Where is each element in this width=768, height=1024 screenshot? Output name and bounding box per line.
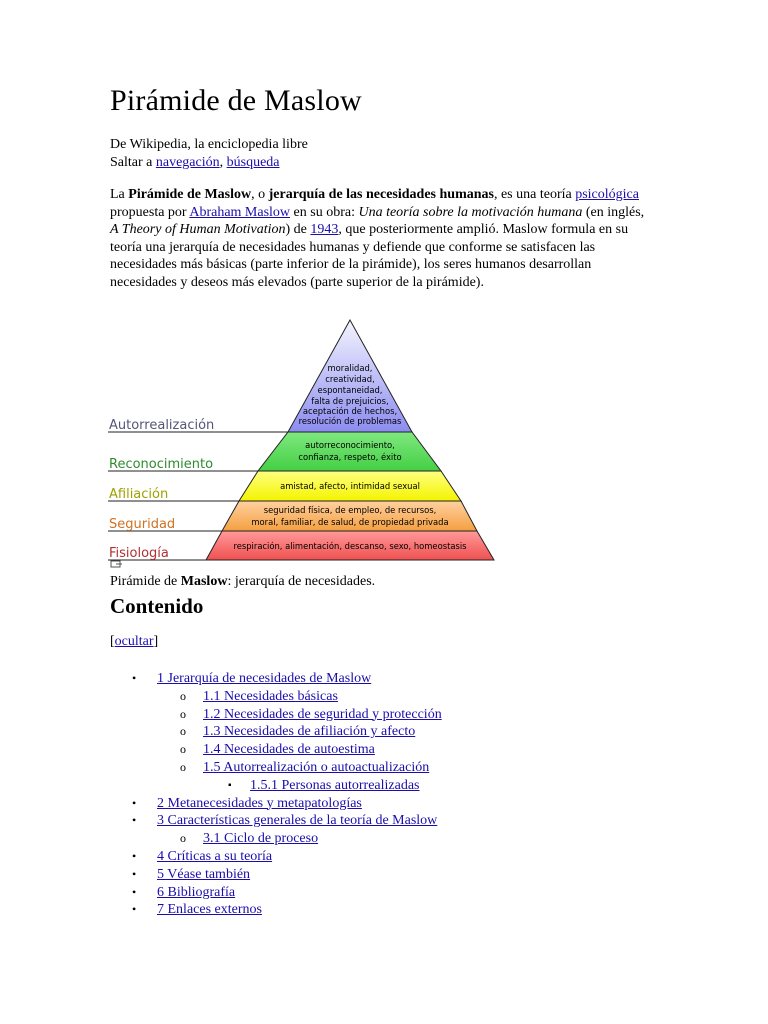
toc-link[interactable]: 1.2 Necesidades de seguridad y protección — [203, 706, 442, 722]
intro-text: (en inglés, — [582, 204, 645, 220]
toc-item — [110, 848, 442, 866]
tier-text: moralidad, — [327, 363, 373, 373]
jump-line — [110, 154, 308, 172]
tier-text: espontaneidad, — [317, 385, 383, 395]
year-link[interactable]: 1943 — [310, 222, 339, 238]
tier-text: moral, familiar, de salud, de propiedad privada — [251, 517, 449, 527]
toc-item — [110, 723, 442, 741]
bullet-marker: • — [132, 884, 137, 899]
psychology-link[interactable]: psicológica — [575, 187, 639, 202]
caption-text: : jerarquía de necesidades. — [227, 574, 376, 589]
bullet-marker: o — [180, 742, 186, 757]
toc-item — [110, 901, 442, 919]
toc-item — [110, 741, 442, 759]
toc-link[interactable]: 1.1 Necesidades básicas — [203, 688, 338, 704]
level-label-reconocimiento: Reconocimiento — [109, 457, 214, 472]
caption-text: Pirámide de — [110, 574, 181, 589]
tier-text: respiración, alimentación, descanso, sexo, homeostasis — [233, 541, 467, 551]
toc-item — [110, 795, 442, 813]
toc-link[interactable]: 4 Críticas a su teoría — [157, 848, 273, 864]
toc-link[interactable]: 7 Enlaces externos — [157, 902, 262, 918]
intro-text: ) de — [285, 222, 311, 238]
tier-text: confianza, respeto, éxito — [298, 452, 402, 462]
bullet-marker: • — [132, 813, 137, 828]
enlarge-icon[interactable] — [111, 561, 122, 567]
toc-link[interactable]: 5 Véase también — [157, 866, 251, 882]
toc-link[interactable]: 1.4 Necesidades de autoestima — [203, 742, 375, 758]
search-link[interactable]: búsqueda — [226, 154, 280, 170]
bullet-marker: o — [180, 706, 186, 721]
bullet-marker: o — [180, 759, 186, 774]
bullet-marker: • — [132, 866, 137, 881]
maslow-pyramid — [108, 318, 498, 570]
toc-list — [110, 670, 442, 919]
tier-text: amistad, afecto, intimidad sexual — [280, 481, 420, 491]
intro-bold-title: Pirámide de Maslow — [128, 187, 252, 202]
bullet-marker: o — [180, 724, 186, 739]
level-label-fisiologia: Fisiología — [109, 546, 169, 561]
tier-text: aceptación de hechos, — [302, 406, 398, 416]
navigation-link[interactable]: navegación — [155, 154, 220, 170]
toc-link[interactable]: 3.1 Ciclo de proceso — [203, 831, 319, 847]
tier-text: resolución de problemas — [298, 416, 402, 426]
level-label-afiliacion: Afiliación — [109, 487, 169, 502]
toc-item — [110, 830, 442, 848]
toc-item — [110, 688, 442, 706]
work-title-en: A Theory of Human Motivation — [110, 222, 286, 238]
toc-item — [110, 884, 442, 902]
bullet-marker: • — [132, 795, 137, 810]
intro-text: en su obra: — [290, 204, 359, 220]
bullet-marker: • — [132, 671, 137, 685]
subtitle — [110, 136, 308, 171]
bullet-marker: o — [180, 688, 186, 703]
toc-item — [110, 812, 442, 830]
tier-text: falta de prejuicios, — [311, 396, 389, 406]
caption-bold: Maslow — [180, 574, 228, 589]
toc-link[interactable]: 2 Metanecesidades y metapatologías — [157, 795, 362, 811]
jump-prefix: Saltar a — [110, 154, 156, 170]
intro-bold-alt: jerarquía de las necesidades humanas — [268, 187, 494, 202]
level-label-seguridad: Seguridad — [109, 517, 176, 532]
level-label-autorrealizacion: Autorrealización — [109, 418, 215, 433]
toc-item — [110, 670, 442, 688]
table-of-contents — [110, 670, 442, 919]
toc-link[interactable]: 1.3 Necesidades de afiliación y afecto — [203, 724, 416, 740]
bracket: [ — [110, 634, 115, 649]
maslow-link[interactable]: Abraham Maslow — [189, 204, 291, 220]
intro-paragraph — [110, 186, 650, 292]
intro-text: , que posteriormente amplió. Maslow formula en su teoría una jerarquía de necesidades humanas y defiende que conforme se satisfacen las necesidades más básicas (parte inferior de la pirámide), los seres humanos desarrollan necesidades y deseos más elevados (parte superior de la pirámide). — [110, 222, 629, 290]
tier-text: autorreconocimiento, — [305, 440, 395, 450]
toc-link[interactable]: 1 Jerarquía de necesidades de Maslow — [157, 671, 372, 686]
toc-link[interactable]: 1.5.1 Personas autorrealizadas — [250, 777, 420, 793]
tier-text: seguridad física, de empleo, de recursos, — [263, 505, 437, 515]
toc-item — [110, 759, 442, 777]
intro-text: , o — [251, 187, 269, 202]
figure-caption — [110, 574, 375, 590]
toc-link[interactable]: 1.5 Autorrealización o autoactualización — [203, 759, 430, 775]
toc-link[interactable]: 6 Bibliografía — [157, 884, 236, 900]
bullet-marker: • — [132, 902, 137, 917]
toc-toggle — [110, 634, 158, 650]
toc-item — [110, 866, 442, 884]
bullet-marker: ▪ — [228, 779, 232, 791]
toc-item — [110, 777, 442, 795]
page-title: Pirámide de Maslow — [110, 84, 362, 117]
hide-toc-link[interactable]: ocultar — [114, 634, 154, 649]
contents-heading: Contenido — [110, 594, 204, 618]
bracket: ] — [153, 634, 159, 649]
toc-item — [110, 706, 442, 724]
source-line: De Wikipedia, la enciclopedia libre — [110, 137, 308, 152]
intro-text: La — [110, 187, 129, 202]
bullet-marker: • — [132, 848, 137, 863]
jump-separator: , — [219, 154, 227, 170]
toc-link[interactable]: 3 Características generales de la teoría de Maslow — [157, 813, 438, 829]
tier-text: creatividad, — [325, 374, 375, 384]
work-title-es: Una teoría sobre la motivación humana — [358, 204, 583, 220]
bullet-marker: o — [180, 831, 186, 846]
intro-text: , es una teoría — [493, 187, 576, 202]
intro-text: propuesta por — [110, 204, 190, 220]
